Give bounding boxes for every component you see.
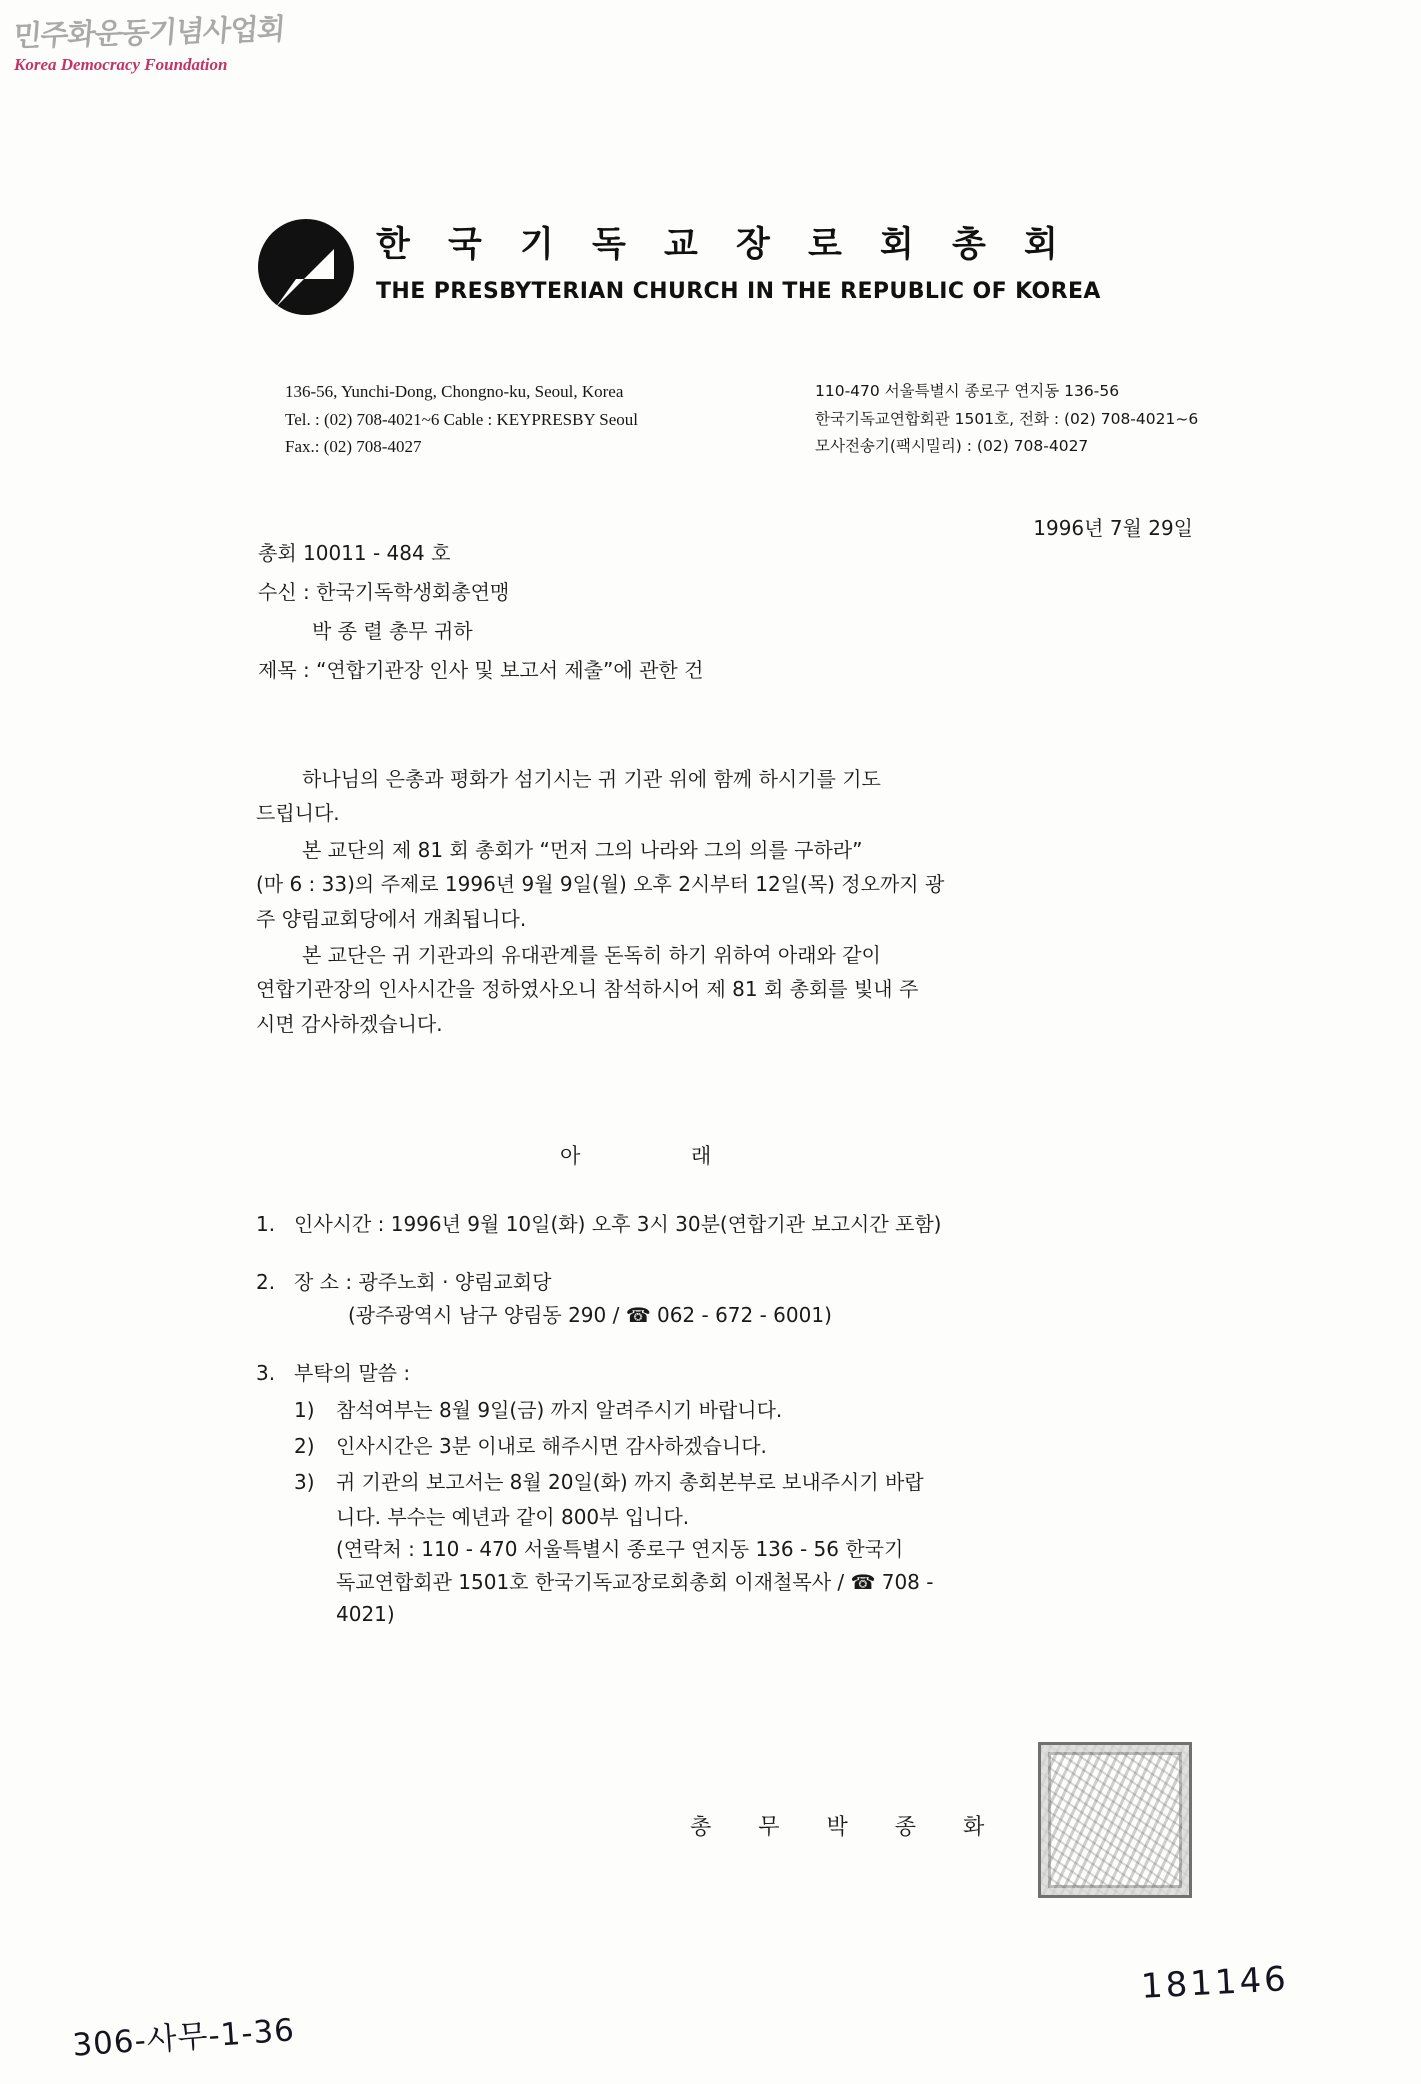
body-line: 하나님의 은총과 평화가 섬기시는 귀 기관 위에 함께 하시기를 기도 — [302, 767, 881, 791]
item-line: 독교연합회관 1501호 한국기독교장로회총회 이재철목사 / ☎ 708 - — [336, 1569, 934, 1594]
item-number: 2. — [256, 1270, 276, 1295]
sub-item-number: 2) — [294, 1433, 315, 1458]
sub-list-item — [294, 1394, 1186, 1426]
handwritten-reference-code: 306-사무-1-36 — [71, 2012, 297, 2064]
document-subject: 제목 : “연합기관장 인사 및 보고서 제출”에 관한 건 — [258, 658, 704, 682]
address-line: 110-470 서울특별시 종로구 연지동 136-56 — [815, 382, 1120, 400]
circle-arrow-logo-icon — [258, 219, 354, 315]
item-line: 니다. 부수는 예년과 같이 800부 입니다. — [336, 1504, 690, 1529]
address-line: 한국기독교연합회관 1501호, 전화 : (02) 708-4021~6 — [815, 409, 1199, 428]
body-line: 시면 감사하겠습니다. — [256, 1011, 443, 1036]
sub-list-item — [294, 1466, 1186, 1498]
sub-item-number: 1) — [294, 1397, 315, 1422]
document-date: 1996년 7월 29일 — [1033, 516, 1193, 540]
item-line: 장 소 : 광주노회 · 양림교회당 — [294, 1270, 552, 1295]
item-line: 부탁의 말씀 : — [294, 1361, 411, 1386]
archive-watermark — [14, 10, 314, 75]
letter-body — [256, 762, 1166, 1043]
handwritten-archive-number: 181146 — [1140, 1959, 1290, 2007]
document-number: 총회 10011 - 484 호 — [258, 541, 451, 565]
address-line: Fax.: (02) 708-4027 — [285, 437, 422, 457]
body-paragraph-1 — [256, 762, 1166, 831]
item-number: 1. — [256, 1212, 276, 1236]
sub-item-text: 참석여부는 8월 9일(금) 까지 알려주시기 바랍니다. — [336, 1397, 783, 1422]
body-line: 주 양림교회당에서 개최됩니다. — [256, 906, 527, 931]
sub-item-text: 귀 기관의 보고서는 8월 20일(화) 까지 총회본부로 보내주시기 바랍 — [336, 1470, 924, 1495]
numbered-item-list — [256, 1208, 1186, 1656]
sub-list-item — [294, 1430, 1186, 1462]
sub-item-continuation — [294, 1501, 1186, 1631]
item-line: (연락처 : 110 - 470 서울특별시 종로구 연지동 136 - 56 한국기 — [336, 1537, 904, 1562]
document-header-fields — [258, 534, 703, 690]
address-korean-column — [815, 378, 1285, 461]
body-line: (마 6 : 33)의 주제로 1996년 9월 9일(월) 오후 2시부터 12일(목) 정오까지 광 — [256, 872, 945, 897]
address-english-column — [285, 378, 815, 461]
body-paragraph-3 — [256, 938, 1166, 1041]
address-line: Tel. : (02) 708-4021~6 Cable : KEYPRESBY Seoul — [285, 409, 639, 429]
recipient-organization: 수신 : 한국기독학생회총연맹 — [258, 580, 510, 604]
list-item — [256, 1357, 1186, 1630]
section-divider-label: 아 래 — [560, 1144, 764, 1168]
item-line: (광주광역시 남구 양림동 290 / ☎ 062 - 672 - 6001) — [348, 1302, 832, 1327]
organization-name-korean: 한 국 기 독 교 장 로 회 총 회 — [376, 225, 1071, 265]
body-line: 연합기관장의 인사시간을 정하였사오니 참석하시어 제 81 회 총회를 빛내 주 — [256, 977, 919, 1002]
address-line: 136-56, Yunchi-Dong, Chongno-ku, Seoul, Korea — [285, 382, 624, 401]
item-line: 4021) — [336, 1601, 395, 1626]
address-line: 모사전송기(팩시밀리) : (02) 708-4027 — [815, 437, 1089, 456]
watermark-korean-text: 민주화운동기념사업회 — [12, 11, 286, 53]
letterhead — [258, 215, 1158, 315]
body-line: 본 교단의 제 81 회 총회가 “먼저 그의 나라와 그의 의를 구하라” — [302, 837, 863, 862]
recipient-person: 박 종 렬 총무 귀하 — [312, 619, 473, 643]
organization-name-english: THE PRESBYTERIAN CHURCH IN THE REPUBLIC OF KOREA — [376, 279, 1101, 304]
body-paragraph-2 — [256, 833, 1166, 936]
item-number: 3. — [256, 1361, 276, 1386]
body-line: 드립니다. — [256, 801, 340, 826]
sub-item-text: 인사시간은 3분 이내로 해주시면 감사하겠습니다. — [336, 1433, 767, 1458]
body-line: 본 교단은 귀 기관과의 유대관계를 돈독히 하기 위하여 아래와 같이 — [302, 942, 881, 967]
logo-arrow-glyph — [276, 249, 338, 309]
signature-line: 총 무 박 종 화 — [690, 1815, 1005, 1840]
watermark-english-text: Korea Democracy Foundation — [14, 55, 228, 74]
official-seal-stamp — [1038, 1742, 1192, 1898]
address-block — [285, 378, 1295, 461]
item-line: 인사시간 : 1996년 9월 10일(화) 오후 3시 30분(연합기관 보고시간 포함) — [294, 1212, 942, 1236]
list-item — [256, 1266, 1186, 1331]
list-item — [256, 1208, 1186, 1240]
sub-item-number: 3) — [294, 1470, 315, 1495]
